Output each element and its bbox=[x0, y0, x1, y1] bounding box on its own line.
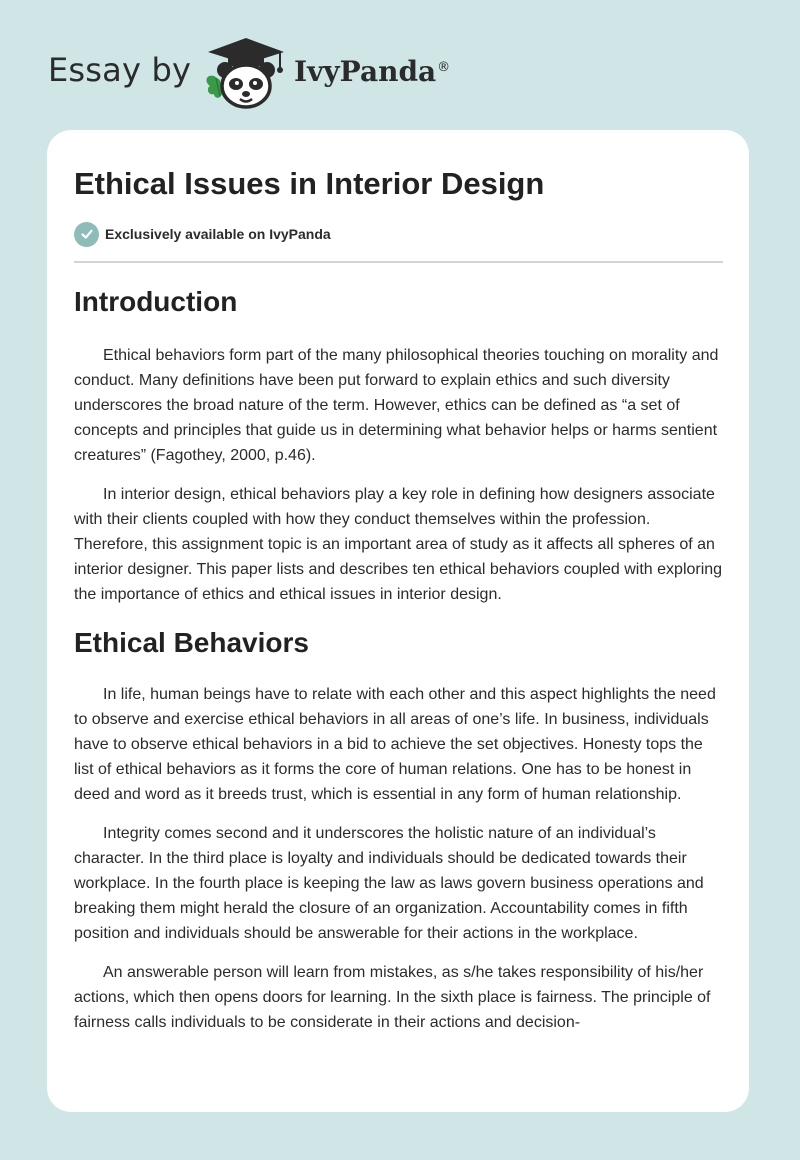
paragraph: Integrity comes second and it underscores the holistic nature of an individual’s character. In the third place is loyalty and individuals should be dedicated towards their workplace. In the fourth place is keeping the law as laws govern business operations and breaking them might herald the closure of an organization. Accountability comes in fifth position and individuals should be answerable for their actions in the workplace. bbox=[74, 825, 704, 942]
checkmark-icon bbox=[80, 227, 94, 241]
panda-graduation-cap-logo[interactable] bbox=[200, 36, 292, 110]
title-divider bbox=[74, 261, 723, 263]
exclusive-badge bbox=[74, 221, 331, 247]
exclusive-badge-text: Exclusively available on IvyPanda bbox=[105, 226, 331, 242]
essay-by-label: Essay by bbox=[48, 51, 192, 89]
paragraph: In interior design, ethical behaviors play a key role in defining how designers associate with their clients coupled with how they conduct themselves within the profession. Therefore, this assignment topic is an important area of study as it affects all spheres of an interior designer. This paper lists and describes ten ethical behaviors coupled with exploring the importance of ethics and ethical issues in interior design. bbox=[74, 486, 723, 603]
site-header bbox=[0, 0, 800, 130]
brand-name-text: IvyPanda bbox=[294, 55, 437, 88]
section-heading-ethical-behaviors: Ethical Behaviors bbox=[74, 627, 309, 658]
registered-mark: ® bbox=[437, 60, 451, 75]
essay-body bbox=[74, 280, 723, 1035]
essay-card bbox=[47, 130, 749, 1112]
paragraph: An answerable person will learn from mistakes, as s/he takes responsibility of his/her actions, which then opens doors for learning. In the sixth place is fairness. The principle of fairness calls individuals to be considerate in their actions and decision- bbox=[74, 964, 711, 1031]
paragraph: In life, human beings have to relate with each other and this aspect highlights the need to observe and exercise ethical behaviors in all areas of one’s life. In business, individuals have to observe ethical behaviors in a bid to achieve the set objectives. Honesty tops the list of ethical behaviors as it forms the core of human relations. One has to be honest in deed and word as it breeds trust, which is essential in any form of human relationship. bbox=[74, 686, 716, 803]
section-heading-introduction: Introduction bbox=[74, 286, 238, 317]
check-circle-icon bbox=[74, 222, 99, 247]
essay-title: Ethical Issues in Interior Design bbox=[74, 166, 545, 201]
ivypanda-brand[interactable] bbox=[294, 54, 449, 90]
panda-logo-graphic bbox=[200, 36, 292, 110]
paragraph: Ethical behaviors form part of the many philosophical theories touching on morality and conduct. Many definitions have been put forward to explain ethics and such diversity underscores the broad nature of the term. However, ethics can be defined as “a set of concepts and principles that guide us in determining what behavior helps or harms sentient creatures” (Fagothey, 2000, p.46). bbox=[74, 347, 719, 464]
